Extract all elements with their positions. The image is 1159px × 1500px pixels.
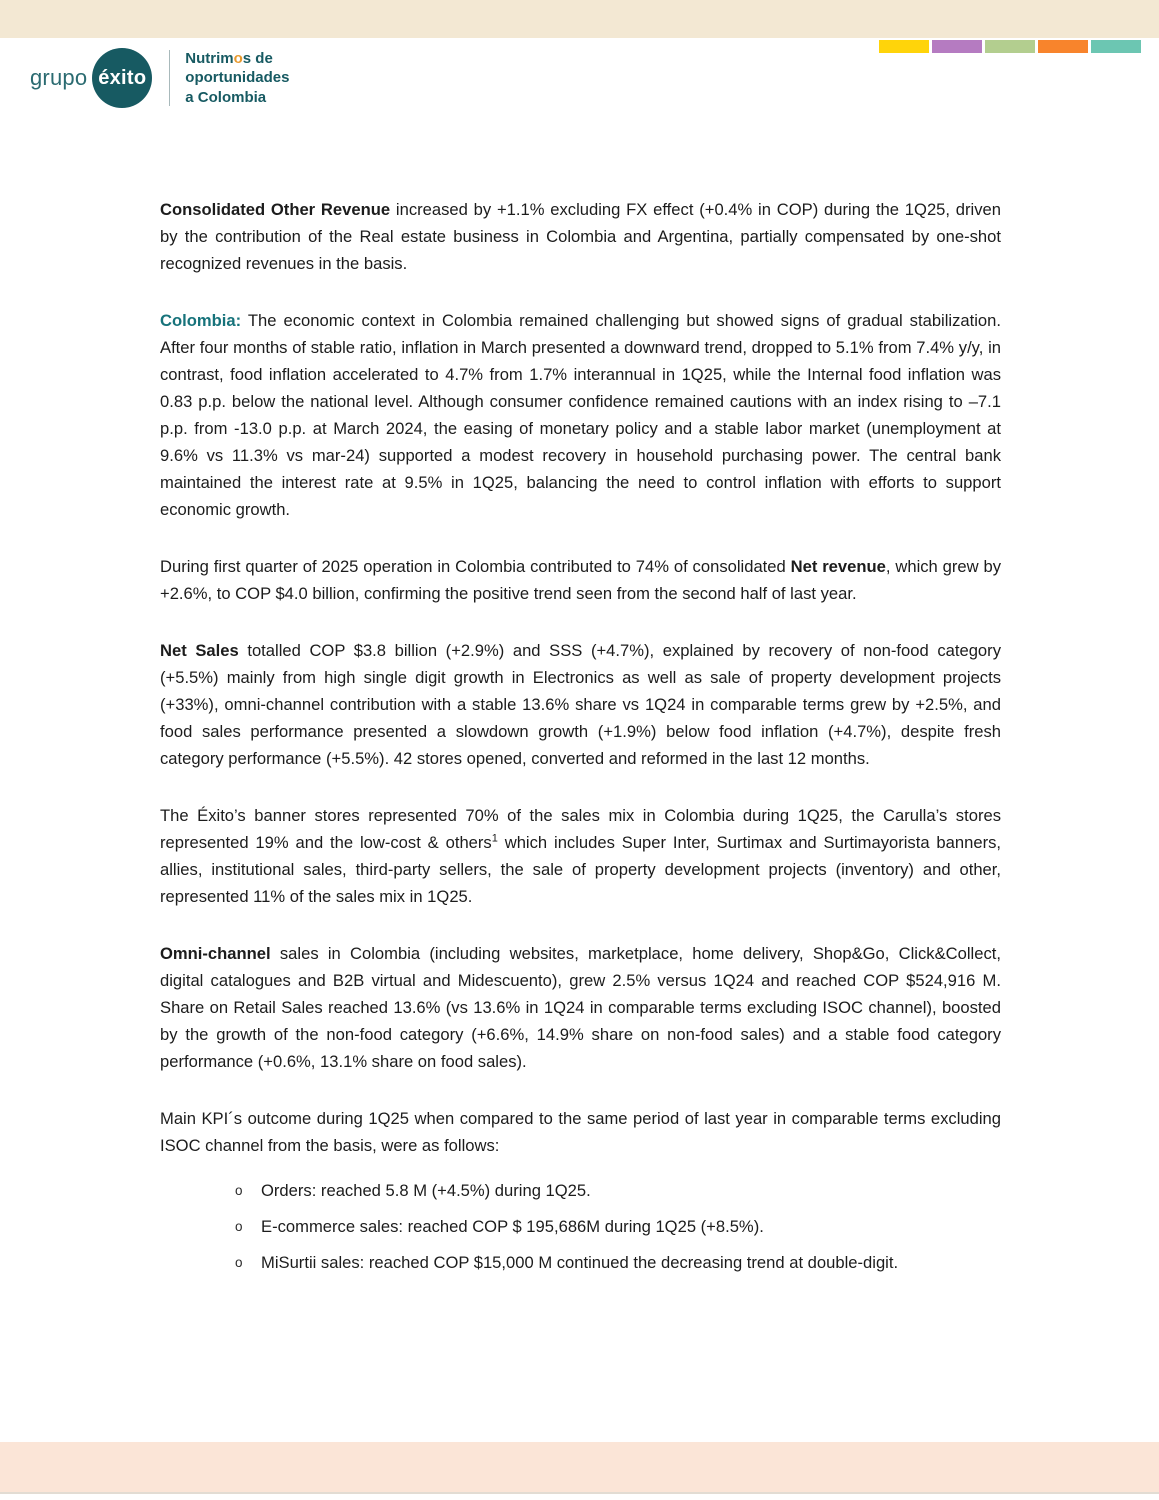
paragraph-net-sales: Net Sales totalled COP $3.8 billion (+2.9%) and SSS (+4.7%), explained by recovery of non-food category (+5.5%) mainly from high single digit growth in Electronics as well as sale of property development projects (+33%), omni-channel contribution with a stable 13.6% share vs 1Q24 in comparable terms grew by +2.5%, and food sales performance presented a slowdown growth (+1.9%) below food inflation (+4.7%), despite fresh category performance (+5.5%). 42 stores opened, converted and reformed in the last 12 months. [160, 641, 1001, 768]
green-bar [985, 40, 1035, 53]
bullet-ecommerce-sales [235, 1213, 1001, 1240]
kpi-bullet-list [160, 1177, 1001, 1276]
purple-bar [932, 40, 982, 53]
paragraph-banner-stores-mix: The Éxito’s banner stores represented 70% of the sales mix in Colombia during 1Q25, the Carulla’s stores represented 19% and the low-cost & others$^1$ which includes Super Inter, Surtimax and Surtimayorista banners, allies, institutional sales, third-party sellers, the sale of property development projects (inventory) and other, represented 11% of the sales mix in 1Q25. [160, 806, 1001, 906]
grupo-exito-logo [30, 48, 289, 108]
tagline-line-3: a Colombia [185, 88, 267, 106]
logo-divider [169, 50, 170, 106]
logo-prefix: grupo [30, 65, 88, 90]
bullet-marker: o [235, 1183, 243, 1198]
document-body [160, 196, 1001, 1285]
bullet-marker: o [235, 1219, 243, 1234]
teal-bar [1091, 40, 1141, 53]
yellow-bar [879, 40, 929, 53]
paragraph-omni-channel: Omni-channel sales in Colombia (including websites, marketplace, home delivery, Shop&Go, Click&Collect, digital catalogues and B2B virtual and Midescuento), grew 2.5% versus 1Q24 and reached COP $524,916 M. Share on Retail Sales reached 13.6% (vs 13.6% in 1Q24 in comparable terms excluding ISOC channel), boosted by the growth of the non-food category (+6.6%, 14.9% share on non-food sales) and a stable food category performance (+0.6%, 13.1% share on food sales). [160, 944, 1001, 1071]
logo-tagline [185, 49, 289, 108]
bullet-text: Orders: reached 5.8 M (+4.5%) during 1Q25. [261, 1181, 591, 1200]
bullet-marker: o [235, 1255, 243, 1270]
bullet-misurtii-sales [235, 1249, 1001, 1276]
exito-logo-circle [92, 48, 152, 108]
orange-bar [1038, 40, 1088, 53]
paragraph-consolidated-other-revenue: Consolidated Other Revenue increased by +1.1% excluding FX effect (+0.4% in COP) during the 1Q25, driven by the contribution of the Real estate business in Colombia and Argentina, partially compensated by one-shot recognized revenues in the basis. [160, 200, 1001, 273]
paragraph-net-revenue: During first quarter of 2025 operation in Colombia contributed to 74% of consolidated Net revenue, which grew by +2.6%, to COP $4.0 billion, confirming the positive trend seen from the second half of last year. [160, 557, 1002, 603]
bullet-orders [235, 1177, 1001, 1204]
paragraph-colombia-context: Colombia: The economic context in Colombia remained challenging but showed signs of gradual stabilization. After four months of stable ratio, inflation in March presented a downward trend, dropped to 5.1% from 7.4% y/y, in contrast, food inflation accelerated to 4.7% from 1.7% interannual in 1Q25, while the Internal food inflation was 0.83 p.p. below the national level. Although consumer confidence remained cautions with an index rising to –7.1 p.p. from -13.0 p.p. at March 2024, the easing of monetary policy and a stable labor market (unemployment at 9.6% vs 11.3% vs mar-24) supported a modest recovery in household purchasing power. The central bank maintained the interest rate at 9.5% in 1Q25, balancing the need to control inflation with efforts to support economic growth. [160, 311, 1001, 519]
header-band [0, 0, 1159, 38]
footer-band [0, 1442, 1159, 1494]
tagline-line-2: oportunidades [185, 69, 290, 87]
bullet-text: MiSurtii sales: reached COP $15,000 M continued the decreasing trend at double-digit. [261, 1253, 899, 1272]
accent-color-bars [879, 40, 1141, 53]
logo-wordmark: éxito [98, 66, 147, 89]
paragraph-main-kpi-intro: Main KPI´s outcome during 1Q25 when compared to the same period of last year in comparable terms excluding ISOC channel from the basis, were as follows: [160, 1109, 1001, 1155]
bullet-text: E-commerce sales: reached COP $ 195,686M during 1Q25 (+8.5%). [261, 1217, 764, 1236]
tagline-line-1: Nutrimos de [185, 49, 273, 67]
